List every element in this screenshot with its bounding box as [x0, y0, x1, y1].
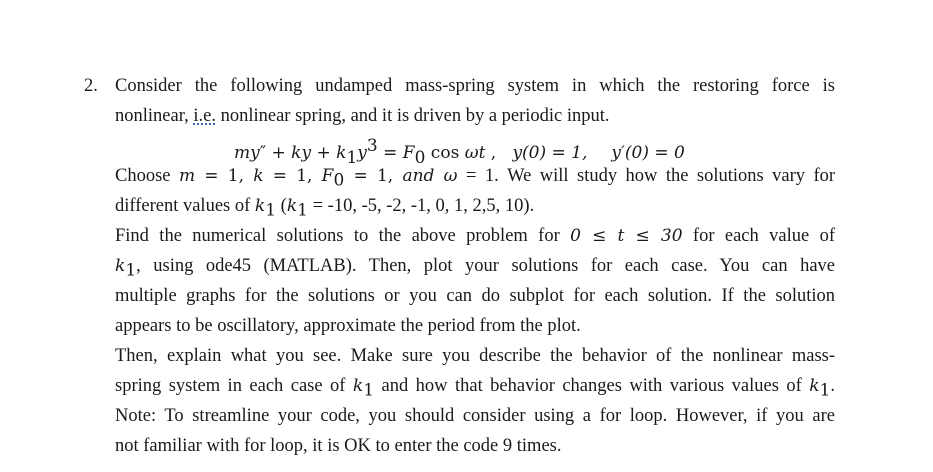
eq-equals: = — [377, 143, 403, 164]
line4-eq1: = 1, — [195, 166, 254, 186]
eq-ic2: y′(0) = 0 — [611, 143, 685, 164]
eq-plus1: + — [266, 143, 292, 164]
note-line-2: not familiar with for loop, it is OK to enter the code 9 times. — [115, 436, 562, 456]
para3-line2-mid: and how that behavior changes with various values of — [374, 376, 810, 396]
line4-k: k — [253, 166, 264, 186]
para2-line1-post: for each value of — [682, 226, 835, 246]
para2-line-4: appears to be oscillatory, approximate the period from the plot. — [115, 316, 581, 336]
eq-F-sub: 0 — [414, 147, 426, 168]
line4-eq2: = 1, — [263, 166, 322, 186]
eq-pow3: 3 — [366, 136, 378, 156]
eq-m: m — [234, 143, 251, 164]
para3-line2-sub: 1 — [363, 380, 375, 401]
para3-line2-sub2: 1 — [819, 380, 831, 401]
eq-F: F — [402, 143, 415, 164]
line4-choose: Choose — [115, 166, 179, 186]
line5-mid: ( — [276, 196, 287, 216]
para3-line2-k2: k — [809, 376, 820, 396]
para2-line2-k: k — [115, 256, 126, 276]
problem-line-1: Consider the following undamped mass-spring system in which the restoring force is — [115, 76, 835, 96]
eq-ic1: y(0) = 1, — [512, 143, 588, 164]
eq-cos: cos — [425, 143, 465, 164]
eq-k: k — [291, 143, 302, 164]
para3-line-1: Then, explain what you see. Make sure you describe the behavior of the nonlinear mass- — [115, 346, 835, 366]
problem-number: 2. — [84, 76, 98, 96]
line5-pre: different values of — [115, 196, 255, 216]
line4-m: m — [178, 166, 196, 186]
line4-F: F — [321, 166, 334, 186]
note-line-1: Note: To streamline your code, you should consider using a for loop. However, if you are — [115, 406, 835, 426]
eq-prime: ″ — [259, 143, 267, 164]
eq-omega-t: ωt — [464, 143, 486, 164]
line4-omega: ω — [443, 166, 458, 186]
line5-k2: k — [286, 196, 298, 216]
eq-y2: y — [301, 143, 312, 164]
line5-k: k — [254, 196, 266, 216]
line4-eq3: = 1, — [344, 166, 403, 186]
line2-post: nonlinear spring, and it is driven by a periodic input. — [215, 106, 610, 126]
para2-line-1 — [115, 221, 835, 251]
eq-comma: , — [485, 143, 513, 164]
line5-sub: 1 — [265, 200, 277, 221]
para3-line2-k: k — [352, 376, 364, 396]
line4-eq4: = 1. We will study how the solutions vary for — [457, 166, 836, 186]
para2-line1-pre: Find the numerical solutions to the above problem for — [115, 226, 571, 246]
line5-values: = -10, -5, -2, -1, 0, 1, 2,5, 10). — [307, 196, 535, 216]
ie-abbreviation: i.e. — [193, 106, 216, 126]
time-range: 0 ≤ t ≤ 30 — [570, 226, 683, 246]
para2-line-3: multiple graphs for the solutions or you can do subplot for each solution. If the solution — [115, 286, 835, 306]
line4-and: and — [402, 166, 444, 186]
eq-y: y — [250, 143, 260, 164]
eq-k1: k — [336, 143, 347, 164]
eq-plus2: + — [311, 143, 337, 164]
para2-line2-post: , using ode45 (MATLAB). Then, plot your solutions for each case. You can have — [136, 256, 835, 276]
eq-y3: y — [357, 143, 367, 164]
para2-line2-sub: 1 — [125, 260, 137, 281]
eq-k1-sub: 1 — [346, 147, 358, 168]
line5-sub2: 1 — [297, 200, 308, 221]
para3-line2-end: . — [830, 376, 835, 396]
problem-line-2 — [115, 101, 835, 131]
line4-F-sub: 0 — [333, 170, 345, 191]
para3-line2-pre: spring system in each case of — [115, 376, 353, 396]
line2-pre: nonlinear, — [115, 106, 194, 126]
